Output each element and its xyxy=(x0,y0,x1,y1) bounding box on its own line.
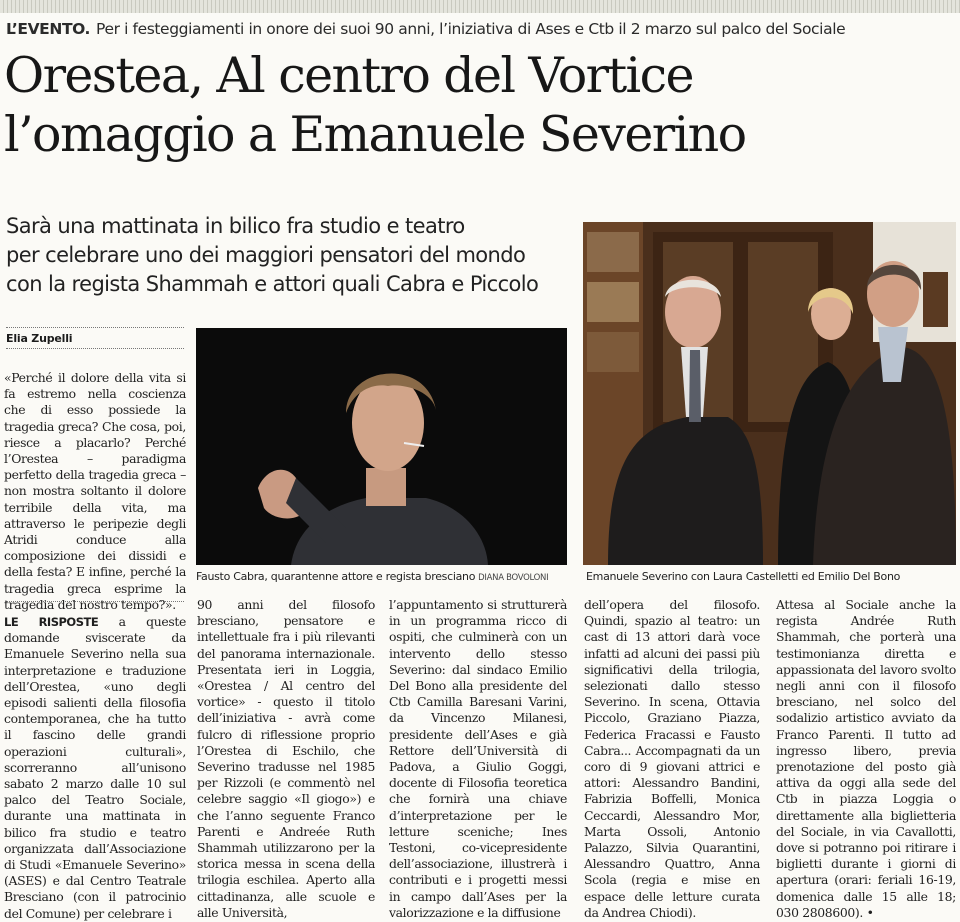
photo1-caption: Fausto Cabra, quarantenne attore e regista bresciano xyxy=(196,570,476,583)
photo1-caption-block xyxy=(196,570,548,583)
column-1-text: a queste domande sviscerate da Emanuele Severino nella sua interpretazione e traduzione dell’Orestea, «uno degli episodi salienti della filosofia contemporanea, che ha tutto il fascino delle grandi operazioni culturali», scorreranno all’unisono sabato 2 marzo dalle 10 sul palco del Teatro Sociale, durante una mattinata in bilico fra studio e teatro organizzata dall’Associazione di Studi «Emanuele Severino» (ASES) e dal Centro Teatrale Bresciano (con il patrocinio del Comune) per celebrare i xyxy=(4,614,186,921)
subtitle-line-3: con la regista Shammah e attori quali Cabra e Piccolo xyxy=(6,272,539,296)
kicker-label: L’EVENTO. xyxy=(6,20,91,38)
headline-line-2: l’omaggio a Emanuele Severino xyxy=(4,106,746,163)
article-column-3: l’appuntamento si strutturerà in un programma ricco di ospiti, che culminerà con un intervento dello stesso Severino: dal sindaco Emilio Del Bono alla presidente del Ctb Camilla Baresani Varini, da Vincenzo Milanesi, presidente dell’Ases e già Rettore dell’Università di Padova, a Giulio Goggi, docente di Filosofia teoretica che fornirà una chiave d’interpretazione per le letture sceniche; Ines Testoni, co-vicepresidente dell’associazione, illustrerà i contributi e i progetti messi in campo dall’Ases per la valorizzazione e la diffusione xyxy=(389,597,567,920)
photo-fausto-cabra xyxy=(196,328,567,565)
byline: Elia Zupelli xyxy=(6,332,73,345)
article-column-2: 90 anni del filosofo bresciano, pensatore e intellettuale fra i più rilevanti del panorama internazionale. Presentata ieri in Loggia, «Orestea / Al centro del vortice» - questo il titolo dell’iniziativa - avrà come fulcro di riflessione proprio l’Orestea di Eschilo, che Severino tradusse nel 1985 per Rizzoli (e commentò nel celebre saggio «Il giogo») e che l’anno seguente Franco Parenti e Andreée Ruth Shammah utilizzarono per la storica messa in scena della trilogia eschilea. Aperto alla cittadinanza, alle scuole e alle Università, xyxy=(197,597,375,920)
headline xyxy=(4,46,956,164)
byline-bottom-rule xyxy=(6,348,184,349)
headline-line-1: Orestea, Al centro del Vortice xyxy=(4,47,693,104)
photo2-caption: Emanuele Severino con Laura Castelletti ed Emilio Del Bono xyxy=(586,570,901,583)
article-column-4: dell’opera del filosofo. Quindi, spazio al teatro: un cast di 13 attori darà voce infatti ad alcuni dei passi più significativi della trilogia, selezionati dallo stesso Severino. In scena, Ottavia Piccolo, Graziano Piazza, Federica Fracassi e Fausto Cabra... Accompagnati da un coro di 9 giovani attrici e attori: Alessandro Bandini, Fabrizia Boffelli, Monica Ceccardi, Alessandro Mor, Marta Ossoli, Antonio Palazzo, Silvia Quarantini, Alessandro Quattro, Anna Scola (regia e mise en espace delle letture curata da Andrea Chiodi). xyxy=(584,597,760,920)
article-column-5: Attesa al Sociale anche la regista Andrée Ruth Shammah, che porterà una testimonianza diretta e appassionata del lavoro svolto negli anni con il filosofo bresciano, nel solco del sodalizio artistico avviato da Franco Parenti. Il tutto ad ingresso libero, previa prenotazione del posto già attiva da oggi alla sede del Ctb in piazza Loggia o direttamente alla biglietteria del Sociale, in via Cavallotti, dove si potranno poi ritirare i biglietti durante i giorni di apertura (orari: feriali 16-19, domenica dalle 15 alle 18; 030 2808600). • xyxy=(776,597,956,920)
top-decorative-bar xyxy=(0,0,960,13)
photo1-credit: DIANA BOVOLONI xyxy=(478,573,549,583)
subtitle xyxy=(6,212,576,299)
photo-severino-group xyxy=(583,222,956,565)
byline-top-rule xyxy=(6,327,184,328)
kicker-line xyxy=(6,20,956,38)
article-column-1 xyxy=(4,614,186,922)
subtitle-line-1: Sarà una mattinata in bilico fra studio e teatro xyxy=(6,214,465,238)
subtitle-line-2: per celebrare uno dei maggiori pensatori del mondo xyxy=(6,243,526,267)
lead-label: LE RISPOSTE xyxy=(4,615,99,629)
kicker-text: Per i festeggiamenti in onore dei suoi 90 anni, l’iniziativa di Ases e Ctb il 2 marzo sul palco del Sociale xyxy=(96,20,846,38)
intro-quote: «Perché il dolore della vita si fa estremo nella coscienza che di esso possiede la tragedia greca? Che cosa, poi, riesce a placarlo? Perché l’Orestea – paradigma perfetto della tragedia greca – non mostra soltanto il dolore terribile della vita, ma attraverso le peripezie degli Atridi conduce alla composizione dei dissidi e della festa? E infine, perché la tragedia greca esprime la tragedia del nostro tempo?». xyxy=(4,370,186,612)
